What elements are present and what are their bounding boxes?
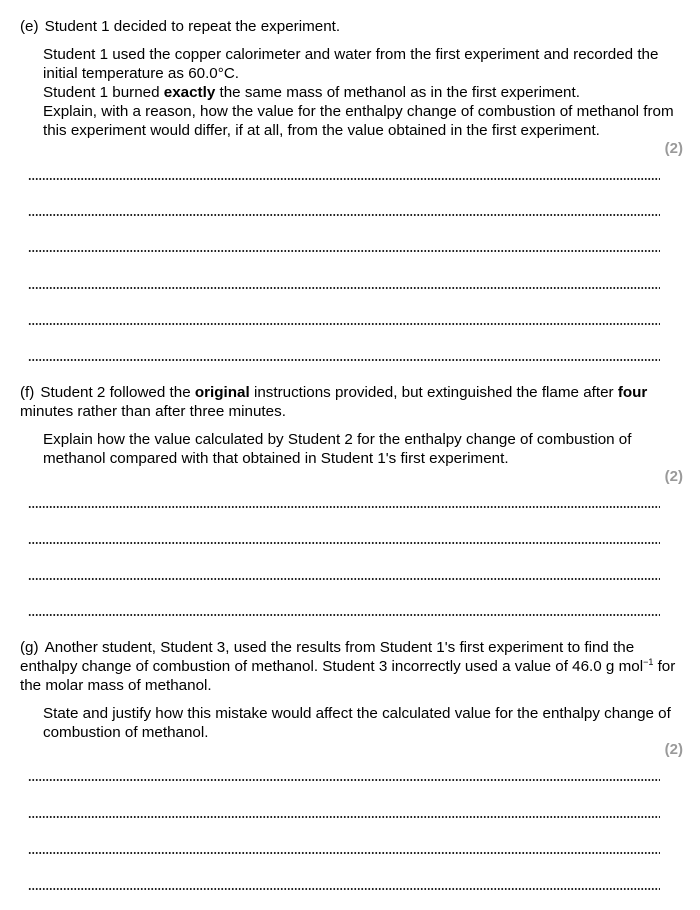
emphasis-text: four xyxy=(617,384,648,401)
answer-line[interactable] xyxy=(28,614,660,616)
question-f-stem xyxy=(20,383,688,421)
answer-line[interactable] xyxy=(28,323,660,325)
text: the same mass of methanol as in the first experiment. xyxy=(215,84,580,101)
stem-text: Student 1 decided to repeat the experiment. xyxy=(44,18,341,35)
question-f-marks: (2) xyxy=(664,468,683,485)
answer-line[interactable] xyxy=(28,287,660,289)
question-e-paragraph-3: Explain, with a reason, how the value for the enthalpy change of combustion of methanol from this experiment would differ, if at all, from the value obtained in the first experiment. xyxy=(43,103,674,139)
text: instructions provided, but extinguished the flame after xyxy=(249,384,618,401)
answer-line[interactable] xyxy=(28,578,660,580)
text: Student 2 followed the xyxy=(40,384,195,401)
emphasis-text: exactly xyxy=(163,84,216,101)
question-e-paragraph-1: Student 1 used the copper calorimeter and water from the first experiment and recorded the initial temperature as 60.0°C. xyxy=(43,46,659,82)
answer-line[interactable] xyxy=(28,178,660,180)
question-e-stem xyxy=(20,17,688,36)
text: Another student, Student 3, used the results from Student 1's first experiment to find the enthalpy change of combustion of methanol. Student 3 incorrectly used a value of 46.0 g mol xyxy=(20,639,644,675)
emphasis-text: original xyxy=(194,384,250,401)
answer-line[interactable] xyxy=(28,214,660,216)
answer-line[interactable] xyxy=(28,779,660,781)
answer-line[interactable] xyxy=(28,888,660,890)
answer-line[interactable] xyxy=(28,816,660,818)
question-label: (g) xyxy=(20,639,39,656)
question-e-marks: (2) xyxy=(664,140,683,157)
answer-line[interactable] xyxy=(28,542,660,544)
text: Student 1 burned xyxy=(43,84,164,101)
text: minutes rather than after three minutes. xyxy=(20,403,286,420)
question-g xyxy=(20,638,688,742)
answer-line[interactable] xyxy=(28,506,660,508)
question-g-stem xyxy=(20,638,688,695)
answer-line[interactable] xyxy=(28,359,660,361)
superscript: −1 xyxy=(643,657,654,667)
question-f xyxy=(20,383,688,468)
question-label: (e) xyxy=(20,18,39,35)
question-label: (f) xyxy=(20,384,35,401)
answer-line[interactable] xyxy=(28,852,660,854)
question-e-paragraph-2 xyxy=(43,83,688,102)
answer-line[interactable] xyxy=(28,250,660,252)
text: for the molar mass of methanol. xyxy=(20,658,676,694)
question-e xyxy=(20,17,688,140)
question-g-paragraph: State and justify how this mistake would affect the calculated value for the enthalpy change of combustion of methanol. xyxy=(43,705,671,741)
question-f-paragraph: Explain how the value calculated by Student 2 for the enthalpy change of combustion of methanol compared with that obtained in Student 1's first experiment. xyxy=(43,431,632,467)
question-g-marks: (2) xyxy=(664,741,683,758)
